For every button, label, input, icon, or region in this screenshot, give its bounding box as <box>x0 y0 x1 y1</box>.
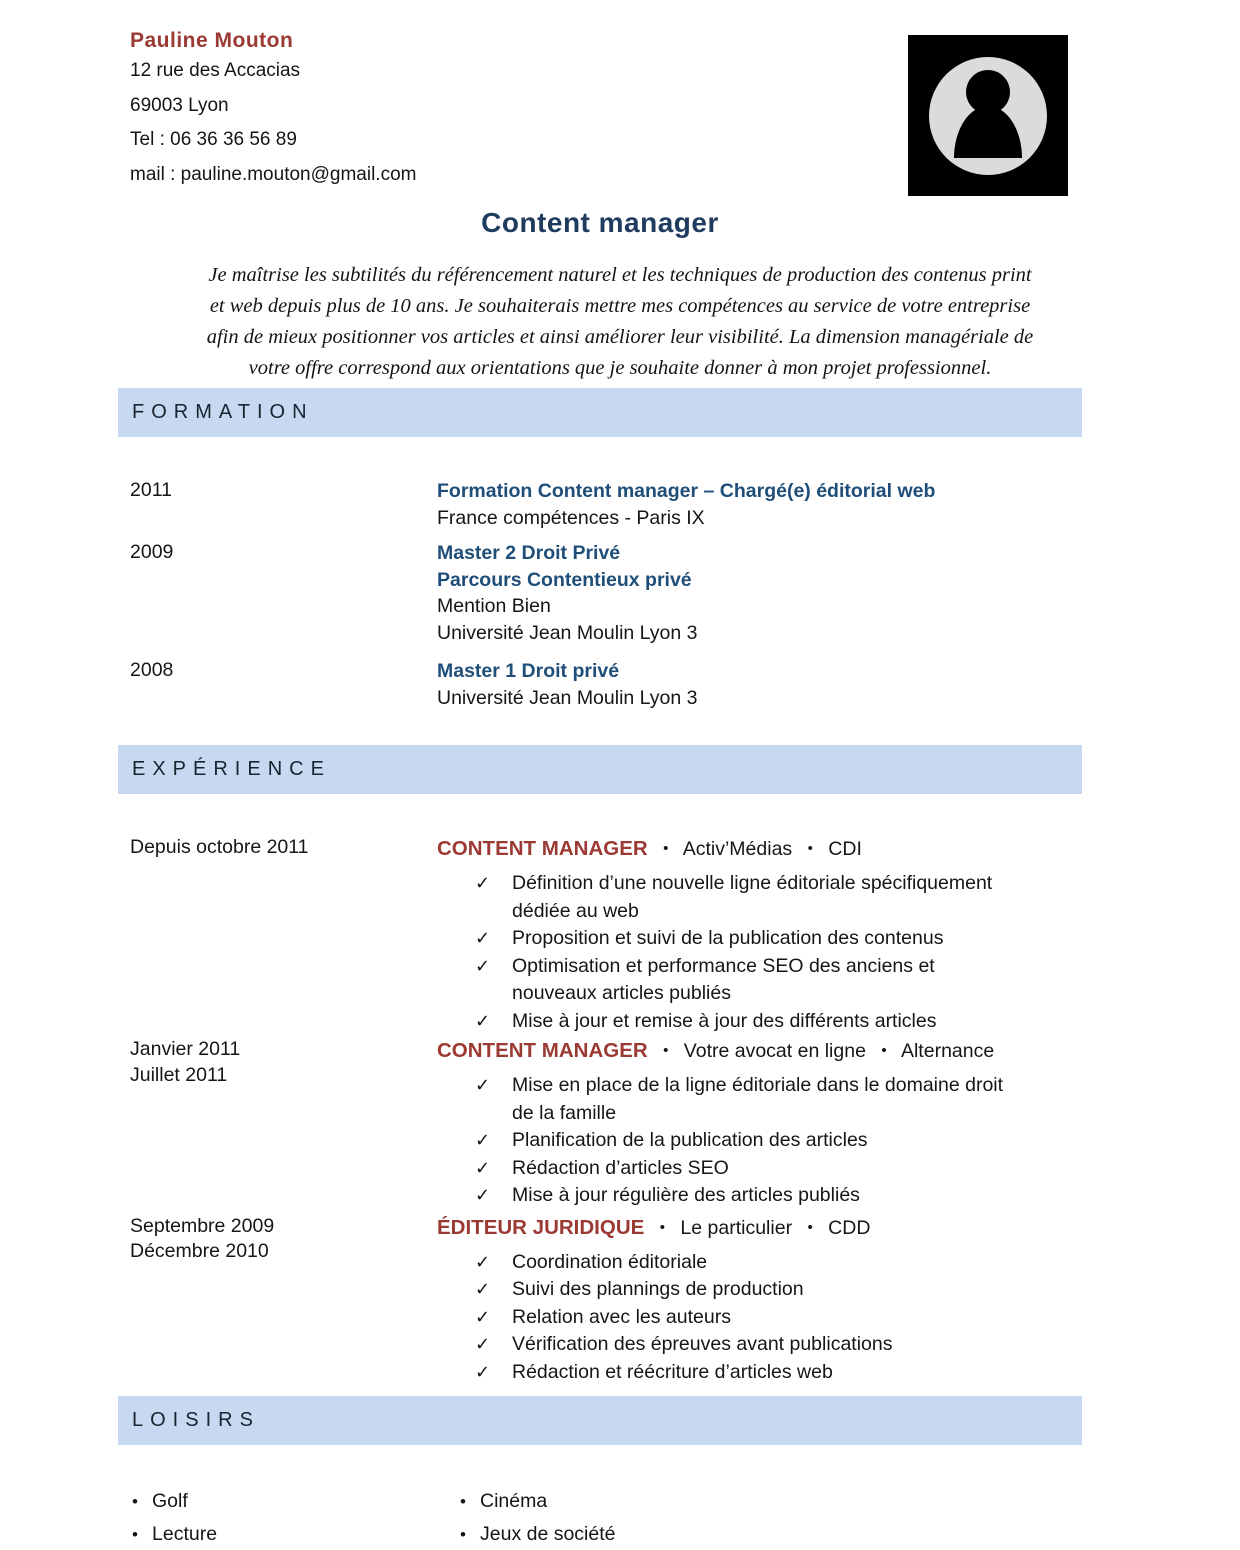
bullet-separator-icon: • <box>659 1218 665 1236</box>
check-icon: ✓ <box>475 1157 491 1178</box>
task-item: ✓ Mise à jour régulière des articles publiés <box>475 1182 1087 1210</box>
person-icon <box>929 57 1047 175</box>
page-title: Content manager <box>481 207 719 238</box>
task-item: ✓ Planification de la publication des articles <box>475 1127 1087 1155</box>
hobbies-list <box>132 1485 1240 1550</box>
check-icon: ✓ <box>475 1251 491 1272</box>
job-title: CONTENT MANAGER <box>437 837 648 860</box>
company-name: Activ’Médias <box>682 838 793 860</box>
experience-title-line <box>437 835 1087 863</box>
task-item: ✓ Coordination éditoriale <box>475 1249 1087 1277</box>
intro-line: votre offre correspond aux orientations que je souhaite donner à mon projet professionnel. <box>248 357 992 379</box>
formation-title: Master 1 Droit privé <box>437 660 620 682</box>
formation-detail: Mention Bien <box>437 595 551 617</box>
task-item: ✓ Définition d’une nouvelle ligne éditoriale spécifiquement dédiée au web <box>475 870 1087 925</box>
formation-detail: France compétences - Paris IX <box>437 506 705 529</box>
hobby-item: • Lecture <box>132 1518 460 1550</box>
task-item: ✓ Mise en place de la ligne éditoriale dans le domaine droit de la famille <box>475 1072 1087 1127</box>
formation-title: Master 2 Droit Privé <box>437 542 621 564</box>
task-item: ✓ Rédaction d’articles SEO <box>475 1155 1087 1183</box>
check-icon: ✓ <box>475 1075 491 1095</box>
experience-date: Septembre 2009 Décembre 2010 <box>130 1214 275 1262</box>
check-icon: ✓ <box>475 1279 491 1299</box>
experience-task-list <box>437 1249 1087 1387</box>
formation-title: Formation Content manager – Chargé(e) éditorial web <box>437 480 936 502</box>
check-icon: ✓ <box>475 873 491 893</box>
company-name: Votre avocat en ligne <box>683 1040 866 1062</box>
bullet-separator-icon: • <box>663 1042 669 1059</box>
intro-line: Je maîtrise les subtilités du référencement naturel et les techniques de production des contenus print <box>208 264 1032 286</box>
experience-date: Depuis octobre 2011 <box>130 836 309 858</box>
experience-entry <box>130 835 1240 1035</box>
experience-entry <box>130 1037 1240 1210</box>
bullet-separator-icon: • <box>663 840 669 857</box>
formation-entry <box>130 478 1240 531</box>
check-icon: ✓ <box>475 928 491 948</box>
task-item: ✓ Mise à jour et remise à jour des différents articles <box>475 1008 1087 1036</box>
check-icon: ✓ <box>475 1010 491 1031</box>
address-line-1: 12 rue des Accacias <box>130 60 301 81</box>
section-heading-formation: FORMATION <box>118 388 1082 437</box>
formation-entry <box>130 540 1240 646</box>
check-icon: ✓ <box>475 1185 491 1205</box>
task-item: ✓ Proposition et suivi de la publication des contenus <box>475 925 1087 953</box>
experience-date: Janvier 2011 Juillet 2011 <box>130 1038 241 1086</box>
bullet-icon: • <box>132 1525 138 1544</box>
task-item: ✓ Rédaction et réécriture d’articles web <box>475 1359 1087 1387</box>
hobby-item: • Jeux de société <box>460 1518 788 1550</box>
check-icon: ✓ <box>475 1361 491 1382</box>
check-icon: ✓ <box>475 1334 491 1354</box>
check-icon: ✓ <box>475 955 491 976</box>
section-heading-loisirs: LOISIRS <box>118 1396 1082 1445</box>
job-title: CONTENT MANAGER <box>437 1039 648 1062</box>
address-line-2: 69003 Lyon <box>130 94 229 116</box>
intro-line: afin de mieux positionner vos articles et ainsi améliorer leur visibilité. La dimension managériale de <box>206 326 1034 348</box>
experience-title-line <box>437 1037 1087 1065</box>
experience-task-list <box>437 870 1087 1035</box>
check-icon: ✓ <box>475 1306 491 1327</box>
formation-date: 2011 <box>130 479 172 501</box>
section-heading-experience: EXPÉRIENCE <box>118 745 1082 794</box>
task-item: ✓ Optimisation et performance SEO des anciens et nouveaux articles publiés <box>475 953 1087 1008</box>
task-item: ✓ Vérification des épreuves avant publications <box>475 1331 1087 1359</box>
job-title: ÉDITEUR JURIDIQUE <box>437 1215 645 1239</box>
bullet-separator-icon: • <box>807 840 813 857</box>
formation-date: 2009 <box>130 541 174 563</box>
bullet-icon: • <box>460 1492 466 1511</box>
bullet-icon: • <box>460 1525 466 1544</box>
formation-entry <box>130 658 1240 711</box>
bullet-separator-icon: • <box>807 1218 813 1236</box>
contract-type: Alternance <box>900 1040 995 1062</box>
task-item: ✓ Suivi des plannings de production <box>475 1276 1087 1304</box>
phone-line: Tel : 06 36 36 56 89 <box>130 129 297 150</box>
company-name: Le particulier <box>680 1216 793 1239</box>
bullet-separator-icon: • <box>881 1042 887 1059</box>
formation-detail: Université Jean Moulin Lyon 3 <box>437 686 698 709</box>
hobby-item: • Cinéma <box>460 1485 788 1518</box>
bullet-icon: • <box>132 1492 138 1511</box>
intro-line: et web depuis plus de 10 ans. Je souhaiterais mettre mes compétences au service de votre entreprise <box>209 295 1031 317</box>
task-item: ✓ Relation avec les auteurs <box>475 1304 1087 1332</box>
experience-title-line <box>437 1214 1087 1242</box>
contract-type: CDI <box>828 838 862 860</box>
experience-task-list <box>437 1072 1087 1210</box>
contract-type: CDD <box>828 1216 871 1239</box>
check-icon: ✓ <box>475 1130 491 1150</box>
email-line: mail : pauline.mouton@gmail.com <box>130 163 417 185</box>
formation-detail: Université Jean Moulin Lyon 3 <box>437 621 698 644</box>
formation-title: Parcours Contentieux privé <box>437 568 692 591</box>
candidate-name: Pauline Mouton <box>130 29 294 52</box>
hobby-item: • Golf <box>132 1485 460 1518</box>
formation-date: 2008 <box>130 659 174 681</box>
experience-entry <box>130 1214 1240 1387</box>
intro-paragraph <box>140 260 1100 384</box>
profile-photo-placeholder <box>908 35 1068 196</box>
